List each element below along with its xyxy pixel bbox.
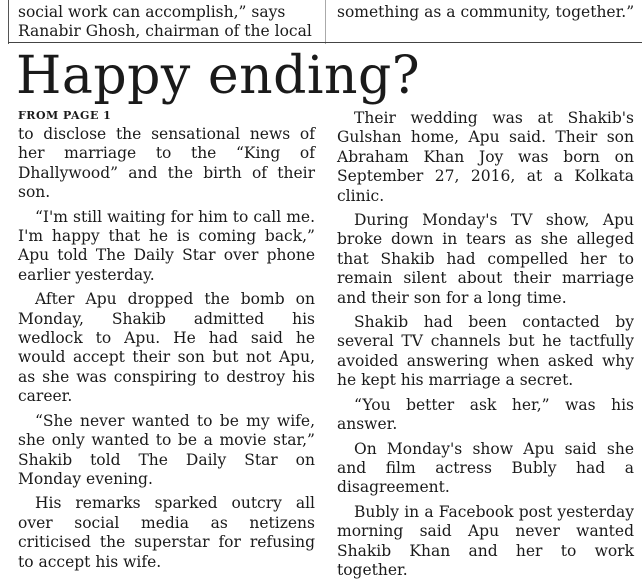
column-rule-middle xyxy=(325,0,326,44)
article-paragraph: After Apu dropped the bomb on Monday, Shakib admitted his wedlock to Apu. He had said he would accept their son but not Apu, as she was conspiring to destroy his career. xyxy=(18,290,315,406)
article-column-left xyxy=(18,107,315,577)
article-paragraph: Bubly in a Facebook post yesterday morning said Apu never wanted Shakib Khan and her to work together. xyxy=(337,502,634,579)
previous-article-left-column xyxy=(18,3,318,41)
previous-article-text-line: something as a community, together.” xyxy=(337,3,635,21)
article-headline: Happy ending? xyxy=(16,46,421,106)
article-paragraph: “She never wanted to be my wife, she only wanted to be a movie star,” Shakib told The Daily Star on Monday evening. xyxy=(18,411,315,488)
article-paragraph: Their wedding was at Shakib's Gulshan home, Apu said. Their son Abraham Khan Joy was born on September 27, 2016, at a Kolkata clinic. xyxy=(337,109,634,205)
column-rule-left xyxy=(8,0,9,44)
article-column-right xyxy=(337,107,634,585)
previous-article-right-column xyxy=(337,3,637,22)
article-paragraph: to disclose the sensational news of her marriage to the “King of Dhallywood” and the birth of their son. xyxy=(18,125,315,202)
article-paragraph: On Monday's show Apu said she and film actress Bubly had a disagreement. xyxy=(337,439,634,497)
previous-article-text-line: Ranabir Ghosh, chairman of the local xyxy=(18,22,312,40)
article-paragraph: Shakib had been contacted by several TV channels but he tactfully avoided answering when asked why he kept his marriage a secret. xyxy=(337,313,634,390)
article-paragraph: During Monday's TV show, Apu broke down in tears as she alleged that Shakib had compelled her to remain silent about their marriage and their son for a long time. xyxy=(337,211,634,307)
previous-article-text-line: social work can accomplish,” says xyxy=(18,3,286,21)
article-paragraph: “You better ask her,” was his answer. xyxy=(337,395,634,434)
article-paragraph: “I'm still waiting for him to call me. I'm happy that he is coming back,” Apu told The Daily Star over phone earlier yesterday. xyxy=(18,207,315,284)
article-paragraph: His remarks sparked outcry all over social media as netizens criticised the superstar for refusing to accept his wife. xyxy=(18,494,315,571)
continuation-kicker: FROM PAGE 1 xyxy=(18,109,112,122)
section-divider xyxy=(8,42,642,43)
previous-article-strip xyxy=(0,0,642,44)
